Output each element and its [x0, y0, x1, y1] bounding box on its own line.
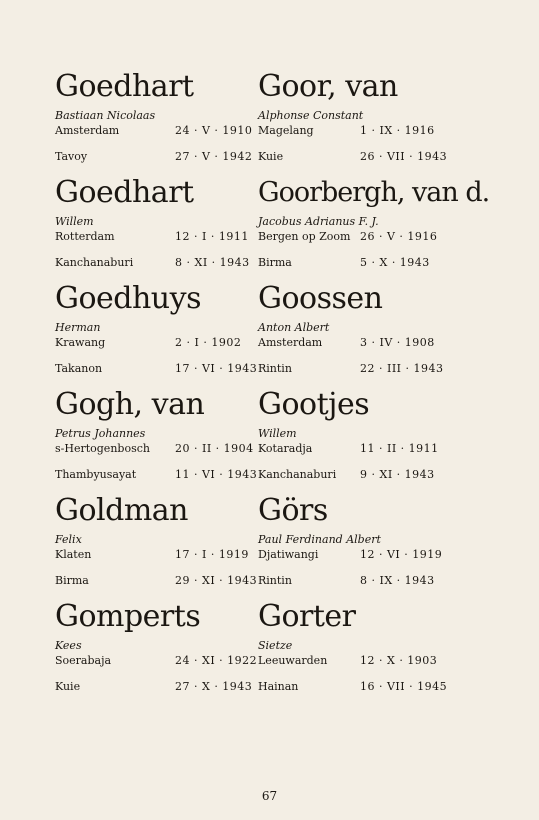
death-place: Kanchanaburi: [258, 468, 337, 481]
birth-place: Rotterdam: [55, 230, 115, 243]
given-names: Bastiaan Nicolaas: [55, 109, 156, 122]
birth-row: [55, 653, 275, 669]
given-names: Petrus Johannes: [55, 427, 146, 440]
death-place: Rintin: [258, 362, 292, 375]
birth-row: [258, 547, 508, 563]
birth-place: Magelang: [258, 124, 314, 137]
page-number: 67: [261, 789, 278, 803]
death-date: 29 · XI · 1943: [175, 574, 258, 587]
name-entry: [55, 600, 275, 695]
death-date: 11 · VI · 1943: [175, 468, 258, 481]
death-date: 27 · X · 1943: [175, 680, 253, 693]
name-entry: [258, 282, 508, 377]
given-names: Jacobus Adrianus F. J.: [258, 215, 379, 228]
death-place: Birma: [55, 574, 89, 587]
surname: Goor, van: [258, 69, 398, 104]
death-place: Birma: [258, 256, 292, 269]
death-row: [258, 467, 508, 483]
birth-date: 17 · I · 1919: [175, 548, 249, 561]
birth-date: 2 · I · 1902: [175, 336, 242, 349]
birth-date: 26 · V · 1916: [360, 230, 438, 243]
birth-place: Leeuwarden: [258, 654, 328, 667]
birth-place: Klaten: [55, 548, 92, 561]
death-date: 8 · IX · 1943: [360, 574, 435, 587]
death-row: [258, 361, 508, 377]
death-place: Kuie: [258, 150, 284, 163]
birth-row: [55, 229, 275, 245]
surname: Goedhart: [55, 69, 194, 104]
birth-row: [258, 229, 508, 245]
death-row: [55, 149, 275, 165]
death-date: 16 · VII · 1945: [360, 680, 448, 693]
death-date: 27 · V · 1942: [175, 150, 253, 163]
surname: Gootjes: [258, 387, 370, 422]
name-entry: [55, 70, 275, 165]
birth-row: [55, 441, 275, 457]
given-names: Alphonse Constant: [258, 109, 364, 122]
death-place: Kanchanaburi: [55, 256, 134, 269]
surname: Goldman: [55, 493, 188, 528]
birth-date: 24 · XI · 1922: [175, 654, 258, 667]
surname: Goossen: [258, 281, 383, 316]
name-entry: [258, 176, 508, 271]
birth-row: [55, 335, 275, 351]
death-row: [55, 573, 275, 589]
birth-date: 12 · I · 1911: [175, 230, 249, 243]
death-date: 8 · XI · 1943: [175, 256, 250, 269]
birth-place: Djatiwangi: [258, 548, 319, 561]
birth-row: [258, 653, 508, 669]
death-row: [55, 361, 275, 377]
birth-place: s-Hertogenbosch: [55, 442, 150, 455]
given-names: Herman: [55, 321, 101, 334]
given-names: Kees: [55, 639, 82, 652]
name-entry: [55, 282, 275, 377]
given-names: Felix: [55, 533, 82, 546]
birth-place: Krawang: [55, 336, 106, 349]
death-row: [258, 573, 508, 589]
death-row: [55, 467, 275, 483]
death-row: [258, 255, 508, 271]
birth-date: 24 · V · 1910: [175, 124, 253, 137]
surname: Goedhuys: [55, 281, 201, 316]
death-date: 5 · X · 1943: [360, 256, 430, 269]
surname: Görs: [258, 493, 328, 528]
death-place: Takanon: [55, 362, 103, 375]
death-place: Thambyusayat: [55, 468, 137, 481]
birth-row: [55, 547, 275, 563]
birth-place: Soerabaja: [55, 654, 112, 667]
name-entry: [258, 388, 508, 483]
birth-row: [258, 441, 508, 457]
surname: Gorter: [258, 599, 356, 634]
death-date: 17 · VI · 1943: [175, 362, 258, 375]
death-place: Kuie: [55, 680, 81, 693]
birth-place: Kotaradja: [258, 442, 313, 455]
birth-date: 20 · II · 1904: [175, 442, 254, 455]
name-entry: [258, 494, 508, 589]
birth-date: 3 · IV · 1908: [360, 336, 435, 349]
birth-row: [55, 123, 275, 139]
birth-date: 12 · X · 1903: [360, 654, 438, 667]
name-entry: [55, 494, 275, 589]
given-names: Willem: [258, 427, 297, 440]
name-entry: [258, 600, 508, 695]
given-names: Anton Albert: [258, 321, 330, 334]
birth-place: Bergen op Zoom: [258, 230, 351, 243]
surname: Gogh, van: [55, 387, 205, 422]
name-entry: [55, 388, 275, 483]
birth-row: [258, 123, 508, 139]
birth-date: 12 · VI · 1919: [360, 548, 443, 561]
death-row: [258, 149, 508, 165]
name-entry: [258, 70, 508, 165]
death-date: 26 · VII · 1943: [360, 150, 448, 163]
given-names: Sietze: [258, 639, 293, 652]
death-place: Tavoy: [55, 150, 88, 163]
death-row: [55, 679, 275, 695]
birth-date: 11 · II · 1911: [360, 442, 439, 455]
death-date: 9 · XI · 1943: [360, 468, 435, 481]
birth-place: Amsterdam: [55, 124, 120, 137]
death-row: [258, 679, 508, 695]
birth-date: 1 · IX · 1916: [360, 124, 435, 137]
death-place: Rintin: [258, 574, 292, 587]
given-names: Willem: [55, 215, 94, 228]
given-names: Paul Ferdinand Albert: [258, 533, 381, 546]
surname: Goedhart: [55, 175, 194, 210]
death-place: Hainan: [258, 680, 299, 693]
birth-place: Amsterdam: [258, 336, 323, 349]
death-date: 22 · III · 1943: [360, 362, 444, 375]
birth-row: [258, 335, 508, 351]
name-entry: [55, 176, 275, 271]
surname: Goorbergh, van d.: [258, 177, 490, 208]
death-row: [55, 255, 275, 271]
surname: Gomperts: [55, 599, 201, 634]
